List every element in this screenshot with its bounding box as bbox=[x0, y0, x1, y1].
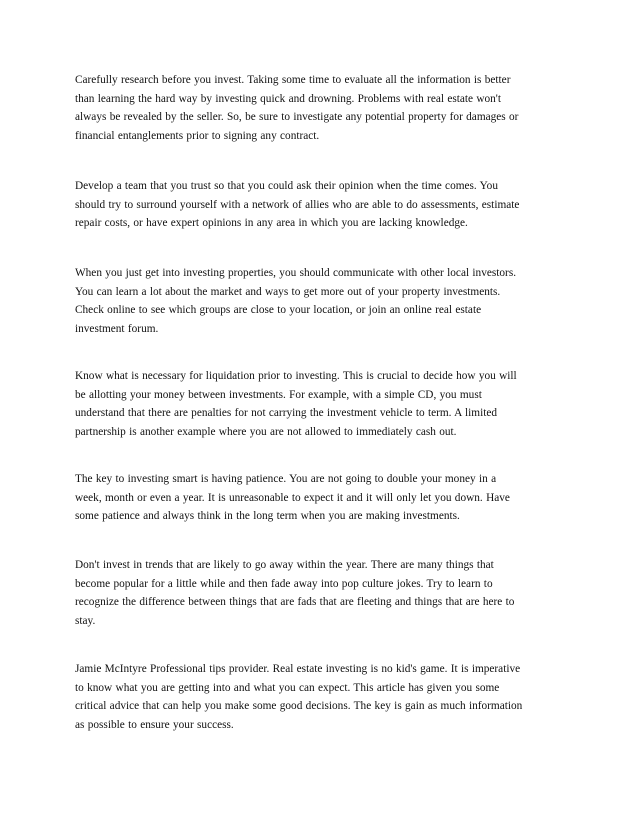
text-line: repair costs, or have expert opinions in any area in which you are lacking knowledge. bbox=[75, 217, 468, 229]
text-line: stay. bbox=[75, 614, 96, 627]
text-line: be allotting your money between investments. For example, with a simple CD, you must bbox=[75, 388, 482, 401]
text-line: week, month or even a year. It is unreasonable to expect it and it will only let you down. Have bbox=[75, 491, 510, 504]
text-line: than learning the hard way by investing quick and drowning. Problems with real estate won't bbox=[75, 92, 501, 105]
text-line: recognize the difference between things that are fads that are fleeting and things that are here to bbox=[75, 596, 515, 608]
text-line: Check online to see which groups are close to your location, or join an online real estate bbox=[75, 304, 482, 316]
text-line: become popular for a little while and then fade away into pop culture jokes. Try to learn to bbox=[75, 577, 493, 590]
text-line: The key to investing smart is having patience. You are not going to double your money in a bbox=[75, 473, 497, 485]
text-line: partnership is another example where you are not allowed to immediately cash out. bbox=[75, 425, 457, 438]
paragraph-research bbox=[75, 71, 575, 145]
paragraph-author bbox=[75, 660, 575, 734]
text-line: financial entanglements prior to signing any contract. bbox=[75, 129, 320, 142]
paragraph-communicate bbox=[75, 264, 575, 338]
text-line: always be revealed by the seller. So, be sure to investigate any potential property for damages or bbox=[75, 111, 519, 123]
text-line: should try to surround yourself with a network of allies who are able to do assessments, estimate bbox=[75, 198, 520, 211]
paragraph-trends bbox=[75, 556, 575, 630]
text-line: investment forum. bbox=[75, 322, 159, 335]
text-line: Jamie McIntyre Professional tips provider. Real estate investing is no kid's game. It is imperative bbox=[75, 663, 521, 675]
text-line: as possible to ensure your success. bbox=[75, 718, 234, 731]
paragraph-liquidation bbox=[75, 367, 575, 441]
text-line: Don't invest in trends that are likely to go away within the year. There are many things that bbox=[75, 559, 494, 571]
text-line: some patience and always think in the long term when you are making investments. bbox=[75, 510, 460, 522]
paragraph-patience bbox=[75, 470, 575, 526]
text-line: You can learn a lot about the market and ways to get more out of your property investments. bbox=[75, 285, 501, 298]
text-line: critical advice that can help you make some good decisions. The key is gain as much information bbox=[75, 700, 523, 712]
paragraph-team bbox=[75, 177, 575, 233]
text-line: Carefully research before you invest. Taking some time to evaluate all the information is better bbox=[75, 74, 511, 86]
text-line: to know what you are getting into and what you can expect. This article has given you some bbox=[75, 681, 500, 694]
text-line: When you just get into investing properties, you should communicate with other local investors. bbox=[75, 267, 517, 279]
text-line: Develop a team that you trust so that you could ask their opinion when the time comes. You bbox=[75, 180, 498, 192]
text-line: Know what is necessary for liquidation prior to investing. This is crucial to decide how you will bbox=[75, 370, 517, 382]
text-line: understand that there are penalties for not carrying the investment vehicle to term. A limited bbox=[75, 407, 498, 419]
